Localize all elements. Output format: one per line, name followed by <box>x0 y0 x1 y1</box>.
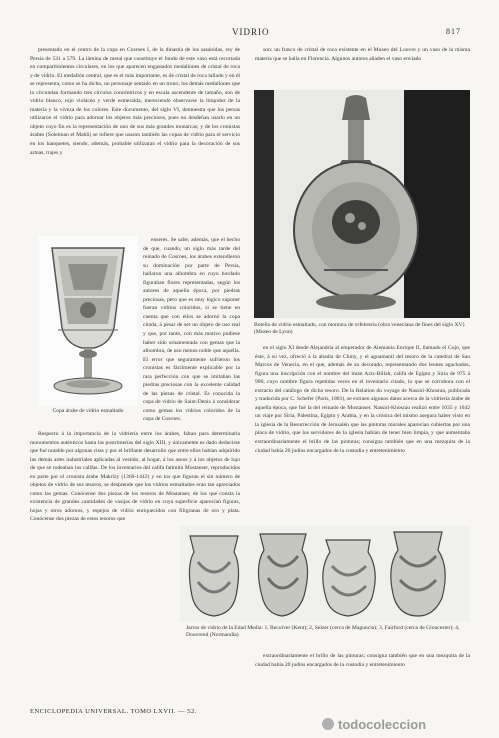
watermark <box>322 716 492 732</box>
jar-2 <box>258 534 307 616</box>
page-title: VIDRIO <box>232 27 270 37</box>
goblet-caption: Copa árabe de vidrio esmaltado <box>52 408 124 414</box>
paragraph: presentado en el centro de la copa en Cosroes I, de la dinastía de los sasánidas, rey de Persia de 531 a 579. La lámina de metal que constituye el fondo de este vaso está recortada en compartimientos circulares, en los que aparecen engastados medallones de cristal de roca y de vidrio. El medallón central, que es el más importante, es de cristal de roca tallado y en él se representa, como se ha dicho, un personaje sentado en un trono; los demás medallones que lo circundan formando tres círculos concéntricos y en escala ascendente de tamaño, son de vidrio blanco, rojo violáceo y verde esmeralda, mereciendo observarse la limpidez de la materia y la viveza de los colores. Este documento, del siglo VI, demuestra que los persas utilizaron el vidrio para adornar los objetos más preciosos, pues no desdeñan usarlo en un objeto cuyo fin es la representación de uno de sus más grandes monarcas; y de los cronistas árabes (Soleiman el Mahli) se infiere que usaron también las copas de vidrio para el servicio en los banquetes, siendo, además, probable utilizaran el vidrio para la decoración de sus armas, trajes y <box>30 47 240 156</box>
paragraph: Respecto á la importancia de la vidriería entre los árabes, faltan para determinarla monumentos auténticos hasta las postrimerías del siglo XIII, y únicamente es dado deducirse que fué notable por algunas citas y por el brillante desarrollo que entre ellos habían adquirido las demás artes industriales aplicadas al vestido, al hogar, á los aseos y á los objetos de lujo de que se rodeaban los califas. De los inventarios del califa fatimita Mostanser, reproducidos en parte por el cronista árabe Makrizy (1360-1442) y en los que figuran el sin número de objetos de vidrio de sus tesoros, se desprende que los vidrios esmaltados eran tan apreciados como las gemas. Conócense dos piezas de los tesoros de Mostanser, de los que consta la existencia de grandes cantidades de vasijas de vidrio en cuya superficie aparecían figuras, hojas y otros adornos, y espejos de vidrio enriquecidos con filigranas de oro y plata. Conócense dos piezas de estos tesoros que <box>30 431 240 523</box>
bottle-image <box>254 90 470 318</box>
jar-4 <box>391 532 445 616</box>
jars-figure <box>180 526 470 622</box>
watermark-icon <box>322 718 334 730</box>
watermark-text: todocoleccion <box>338 716 427 732</box>
jars-image <box>180 526 470 622</box>
footer-source: ENCICLOPEDIA UNIVERSAL. TOMO LXVII. — 52. <box>30 708 197 715</box>
right-column-text-middle <box>255 344 470 526</box>
jar-3 <box>323 540 375 616</box>
page-number: 817 <box>446 27 461 36</box>
paragraph: enseres. Se sabe, además, que el hecho de que, cuando, un siglo más tarde del reinado de Cosroes, los árabes extendieron su dominación por parte de Persia, hallaron una alhombra en cuyo bordado figuraban flores representadas, según los autores de aquella época, por piedras preciosas, pero que es muy lógico suponer fueran vidrios coloridos, si se tiene en cuenta que con ellos se adornó la copa citada, á pesar de ser un objeto de uso real y que, por tanto, con más motivo pudiese haber sido ornamentada con gemas que la alhombra, de uso menos noble que aquélla. El error que seguramente sufrieron los cronistas es fácilmente explicable por la rara perfección con que se imitaban las piedras preciosas con la excelente calidad de las piezas de cristal. Es conocida la copa de vidrio de Saint-Denis á considerar como gemas los vidrios coloridos de la copa de Cosroes. <box>143 237 240 423</box>
paragraph: son: un frasco de cristal de roca existente en el Museo del Louvre y un vaso de la misma materia que se halla en Florencia. Algunos autores añaden el vaso enviado <box>255 47 470 62</box>
paragraph: en el siglo XI desde Alejandría al emperador de Alemania Enrique II, llamado el Cojo, que éste, á su vez, ofreció á la abadía de Cluny, y el aguamanil del tesoro de la catedral de San Marcos de Venecia, en el que, además de su decorado, representando dos leones agachados, figura una inscripción con el nombre del imán Aziz-Billah, califa de Egipto y Siria de 975 á 996, cuyo nombre figura repetidas veces en el inventario citado, lo que se corrobora con el extracto del catálogo de dicho tesoro. De la Relation du voyage de Nassiri-Khosrau, publicada y traducida por C. Schefer (París, 1881), se extraen algunos datos acerca de la vidriería árabe de aquella época, que fué la del reinado de Mostanser. Nassiri-Khosrau realizó entre 1035 y 1042 un viaje por Siria, Palestina, Egipto y Arabia, y en la crónica del mismo asegura haber visto en la iglesia de la Resurrección de Jerusalén que las pinturas murales aparecían cubiertas por una placa de vidrio, que los servidores de la iglesia habían de tener bien limpia, y que aumentaba extraordinariamente el brillo de las pinturas; consigna también que en una mezquita de la ciudad había 20 judíos encargados de la custodia y entretenimiento <box>255 345 470 454</box>
jars-caption: Jarros de vidrio de la Edad Media: 1, Reculver (Kent); 2, Selzer (cerca de Maguncia); 3, Fairford (cerca de Gloucester); 4, Douvrend (Normandía) <box>186 625 460 638</box>
paragraph: extraordinariamente el brillo de las pinturas; consigna también que en una mezquita de la ciudad había 20 judíos encargados de la custodia y entretenimiento <box>255 653 470 668</box>
left-column-text-wrap <box>143 236 240 424</box>
goblet-image <box>38 236 138 406</box>
right-column-text-bottom <box>255 652 470 704</box>
goblet-figure <box>38 236 138 406</box>
jar-1 <box>189 536 238 616</box>
bottle-figure <box>254 90 470 318</box>
left-column-text-top <box>30 46 240 230</box>
bottle-caption: Botella de vidrio esmaltado, con montura de orfebrería (obra veneciana de fines del siglo XV) (Museo de Lyon) <box>254 322 465 335</box>
right-column-text-top <box>255 46 470 82</box>
